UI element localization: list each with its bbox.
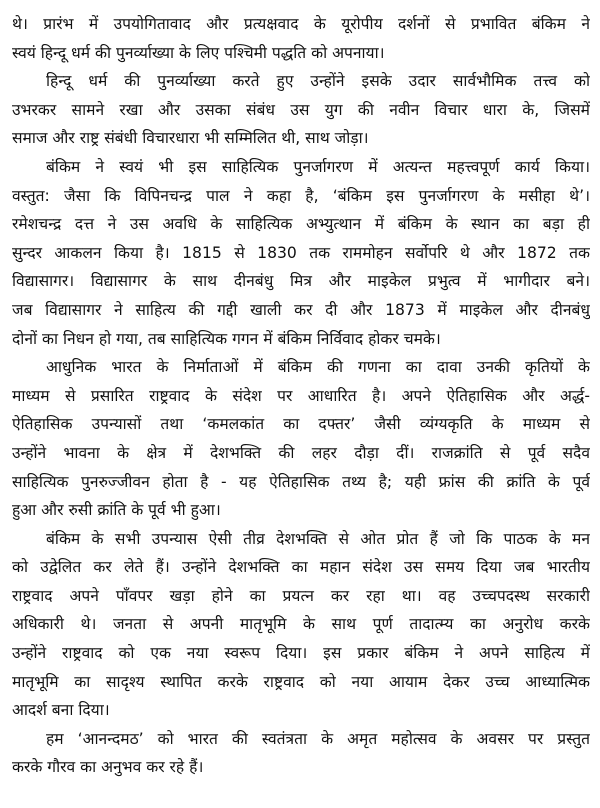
- paragraph-4: [12, 353, 590, 525]
- text-line: हिन्दू धर्म की पुनर्व्याख्या करते हुए उन्होंने इसके उदार सार्वभौमिक तत्त्व को: [46, 72, 590, 91]
- text-line: उन्होंने भावना के क्षेत्र में देशभक्ति की लहर दौड़ा दीं। राजक्रांति से पूर्व सदैव: [12, 443, 590, 462]
- text-line: स्वयं हिन्दू धर्म की पुनर्व्याख्या के लिए पश्चिमी पद्धति को अपनाया।: [12, 43, 385, 62]
- text-line: हुआ और रुसी क्रांति के पूर्व भी हुआ।: [12, 501, 221, 520]
- text-line: उन्होंने राष्ट्रवाद को एक नया स्वरूप दिया। इस प्रकार बंकिम ने अपने साहित्य में: [12, 644, 590, 663]
- paragraph-2: [12, 67, 590, 153]
- text-line: रमेशचन्द्र दत्त ने उस अवधि के साहित्यिक अभ्युत्थान में बंकिम के स्थान का बड़ा ही: [12, 215, 590, 234]
- text-line: बंकिम ने स्वयं भी इस साहित्यिक पुनर्जागरण में अत्यन्त महत्त्वपूर्ण कार्य किया।: [46, 157, 590, 176]
- text-line: साहित्यिक पुनरुज्जीवन होता है - यह ऐतिहासिक तथ्य है; यही फ्रांस की क्रांति के पूर्व: [12, 472, 590, 491]
- text-line: वस्तुत: जैसा कि विपिनचन्द्र पाल ने कहा है, ‘बंकिम इस पुनर्जागरण के मसीहा थे’।: [12, 186, 590, 205]
- text-line: आधुनिक भारत के निर्माताओं में बंकिम की गणना का दावा उनकी कृतियों के: [46, 358, 590, 377]
- text-line: को उद्वेलित कर लेते हैं। उन्होंने देशभक्ति का महान संदेश उस समय दिया जब भारतीय: [12, 558, 590, 577]
- text-line: करके गौरव का अनुभव कर रहे हैं।: [12, 758, 204, 777]
- text-line: थे। प्रारंभ में उपयोगितावाद और प्रत्यक्षवाद के यूरोपीय दर्शनों से प्रभावित बंकिम ने: [12, 15, 590, 33]
- text-line: हम ‘आनन्दमठ’ को भारत की स्वतंत्रता के अमृत महोत्सव के अवसर पर प्रस्तुत: [46, 729, 590, 748]
- text-line: आदर्श बना दिया।: [12, 701, 110, 720]
- text-line: समाज और राष्ट्र संबंधी विचारधारा भी सम्मिलित थी, साथ जोड़ा।: [12, 129, 369, 148]
- text-line: उभरकर सामने रखा और उसका संबंध उस युग की नवीन विचार धारा के, जिसमें: [12, 100, 590, 119]
- text-line: सुन्दर आकलन किया है। 1815 से 1830 तक राममोहन सर्वोपरि थे और 1872 तक: [12, 243, 590, 262]
- text-line: माध्यम से प्रसारित राष्ट्रवाद के संदेश पर आधारित है। अपने ऐतिहासिक और अर्द्ध-: [12, 386, 590, 405]
- text-line: अधिकारी थे। जनता से अपनी मातृभूमि के साथ पूर्ण तादात्म्य का अनुरोध करके: [12, 615, 590, 634]
- paragraph-3: [12, 153, 590, 353]
- text-line: जब विद्यासागर ने साहित्य की गद्दी खाली कर दी और 1873 में माइकेल और दीनबंधु: [12, 300, 590, 319]
- paragraph-1: [12, 10, 590, 67]
- paragraph-6: [12, 725, 590, 782]
- text-line: राष्ट्रवाद अपने पाँवपर खड़ा होने का प्रयत्न कर रहा था। वह उच्चपदस्थ सरकारी: [12, 586, 590, 605]
- text-line: मातृभूमि का सादृश्य स्थापित करके राष्ट्रवाद को नया आयाम देकर उच्च आध्यात्मिक: [12, 672, 590, 691]
- text-line: ऐतिहासिक उपन्यासों तथा ‘कमलकांत का दफ्तर’ जैसी व्यंग्यकृति के माध्यम से: [12, 415, 590, 434]
- text-line: दोनों का निधन हो गया, तब साहित्यिक गगन में बंकिम निर्विवाद होकर चमके।: [12, 329, 441, 348]
- text-line: बंकिम के सभी उपन्यास ऐसी तीव्र देशभक्ति से ओत प्रोत हैं जो कि पाठक के मन: [46, 529, 590, 548]
- text-line: विद्यासागर। विद्यासागर के साथ दीनबंधु मित्र और माइकेल प्रभुत्व में भागीदार बने।: [12, 272, 590, 291]
- paragraph-5: [12, 525, 590, 725]
